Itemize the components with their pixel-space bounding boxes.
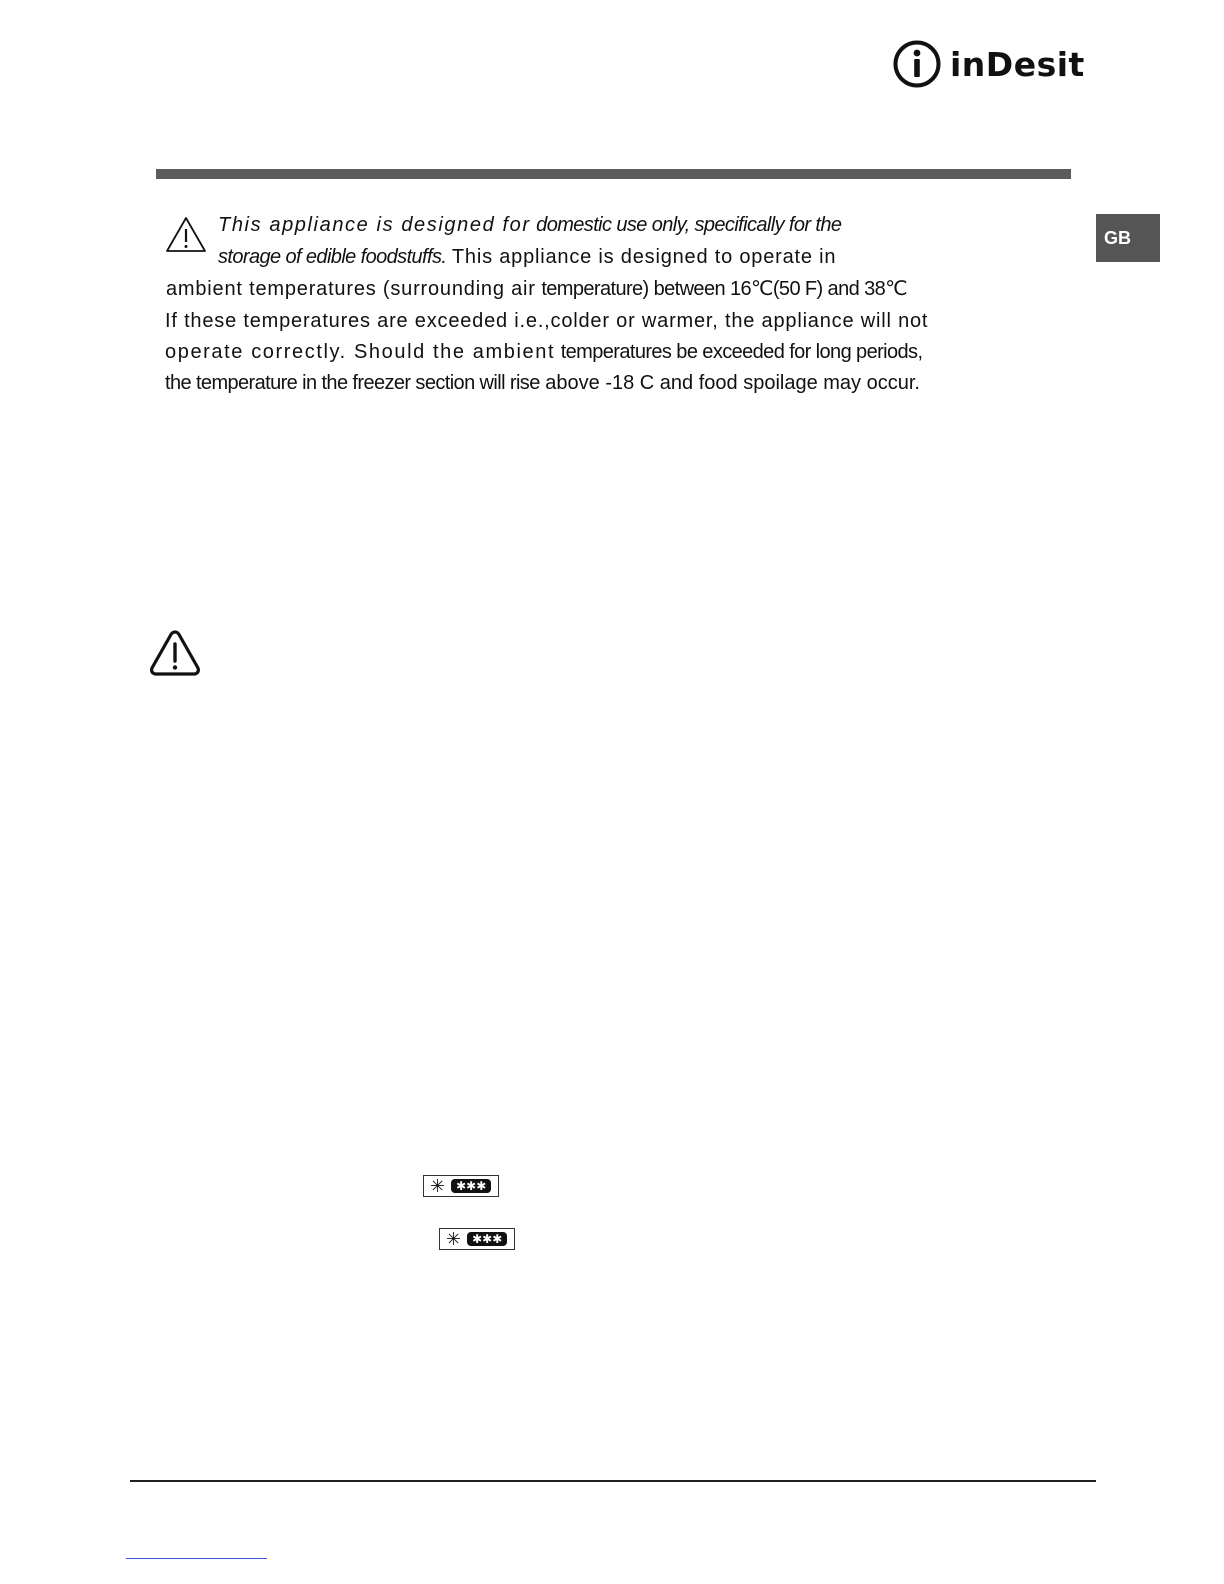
intro-text: ambient temperatures (surrounding air <box>166 278 536 300</box>
intro-line <box>166 277 907 301</box>
language-tab[interactable]: GB <box>1096 214 1160 262</box>
intro-text: storage of edible foodstuffs. <box>218 246 447 268</box>
intro-text: the temperature in the freezer section will rise <box>165 372 540 394</box>
intro-line <box>165 340 922 364</box>
freezer-star-rating <box>423 1175 499 1197</box>
intro-line <box>165 309 928 333</box>
intro-text: temperatures be exceeded for long periods, <box>560 341 923 363</box>
caution-icon <box>148 628 202 678</box>
intro-text: This appliance is designed for <box>218 214 531 236</box>
warning-icon <box>165 216 207 254</box>
brand-logo <box>892 38 1085 90</box>
snowflake-icon: ✳ <box>430 1176 446 1196</box>
three-star-icon: ✱✱✱ <box>451 1179 491 1193</box>
intro-text: colder or warmer, the appliance will not <box>550 310 929 332</box>
footer-link-underline[interactable] <box>126 1558 267 1559</box>
intro-text: temperature) between 16℃(50 F) and 38℃ <box>541 278 907 300</box>
intro-line <box>218 245 836 269</box>
intro-text: above -18 C and food spoilage may occur. <box>545 372 920 394</box>
brand-wordmark: inDesit <box>950 44 1085 84</box>
intro-text: This appliance is designed to operate in <box>451 246 837 268</box>
intro-text: If these temperatures are exceeded i.e., <box>165 310 551 332</box>
indesit-logo-icon <box>892 39 942 89</box>
freezer-star-rating <box>439 1228 515 1250</box>
intro-line <box>218 213 841 237</box>
footer-rule <box>130 1480 1096 1482</box>
header-rule <box>156 169 1071 179</box>
three-star-icon: ✱✱✱ <box>467 1232 507 1246</box>
snowflake-icon: ✳ <box>446 1229 462 1249</box>
intro-text: domestic use only, specifically for the <box>536 214 842 236</box>
intro-line <box>165 371 920 395</box>
intro-text: operate correctly. Should the ambient <box>165 341 556 363</box>
